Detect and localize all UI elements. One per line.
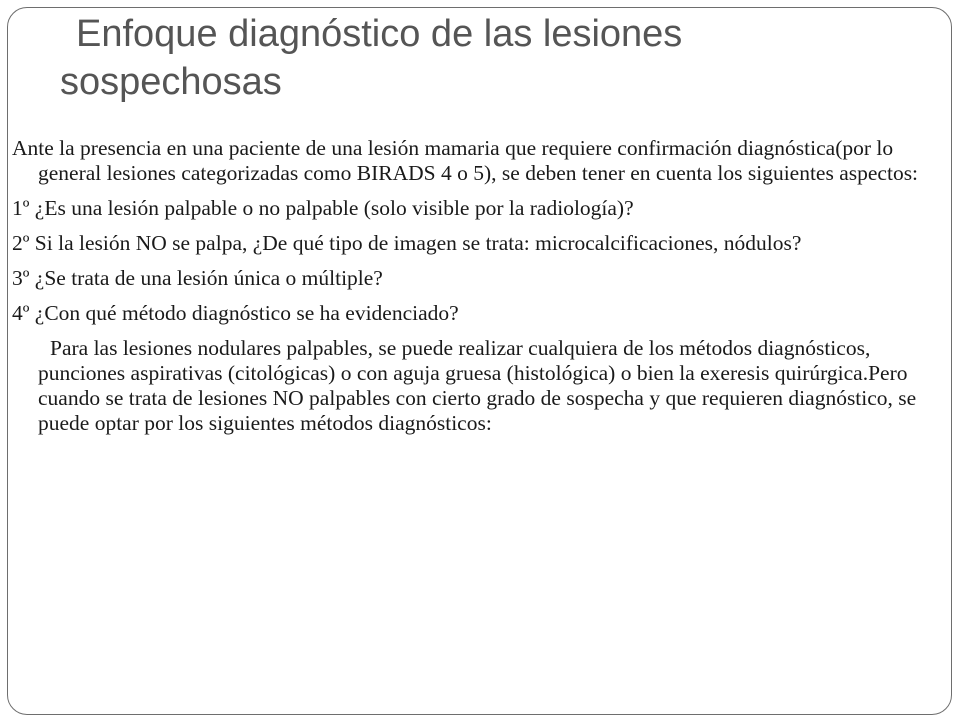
slide-title [60,10,920,106]
intro-paragraph: Ante la presencia en una paciente de una lesión mamaria que requiere confirmación diagnóstica(por lo general lesiones categorizadas como BIRADS 4 o 5), se deben tener en cuenta los siguientes aspectos: [12,136,919,185]
question-3: 3º ¿Se trata de una lesión única o múltiple? [12,266,383,290]
slide-title-line-2: sospechosas [60,61,282,103]
slide-body [12,136,942,436]
question-1: 1º ¿Es una lesión palpable o no palpable (solo visible por la radiología)? [12,196,634,220]
question-4: 4º ¿Con qué método diagnóstico se ha evidenciado? [12,301,459,325]
closing-paragraph-text: Para las lesiones nodulares palpables, se puede realizar cualquiera de los métodos diagnósticos, punciones aspirativas (citológicas) o con aguja gruesa (histológica) o bien la exeresis quirúrgica.Pero cuando se trata de lesiones NO palpables con cierto grado de sospecha y que requieren diagnóstico, se puede optar por los siguientes métodos diagnósticos: [38,336,917,435]
question-2: 2º Si la lesión NO se palpa, ¿De qué tipo de imagen se trata: microcalcificaciones, nódulos? [12,231,802,255]
closing-paragraph [12,336,942,436]
slide-title-line-1: Enfoque diagnóstico de las lesiones [76,13,683,55]
